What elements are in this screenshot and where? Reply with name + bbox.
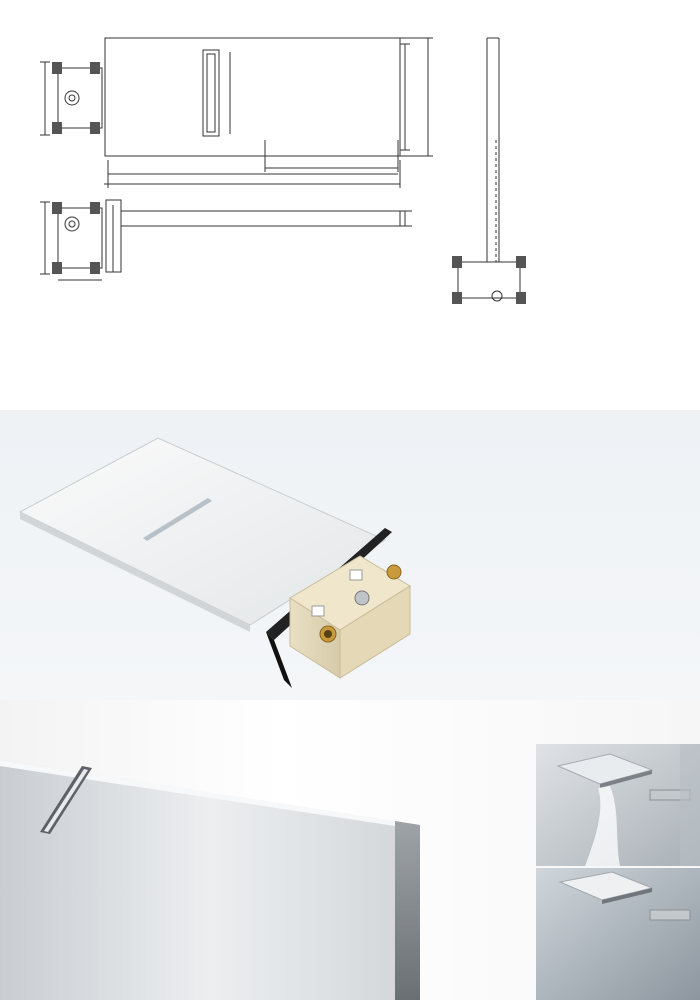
shower-plate-top bbox=[105, 38, 400, 156]
product-closeup-photo bbox=[0, 700, 700, 1000]
shower-plate-side bbox=[121, 211, 400, 226]
dimension-drawing bbox=[0, 0, 700, 410]
features-section bbox=[0, 410, 700, 700]
rain-photo bbox=[536, 868, 700, 1000]
valve-box-front bbox=[458, 262, 520, 298]
product-render-image bbox=[0, 410, 420, 700]
valve-box-side bbox=[58, 208, 102, 268]
waterfall-photo bbox=[536, 744, 700, 866]
technical-drawing-section bbox=[0, 0, 700, 410]
photo-section bbox=[0, 700, 700, 1000]
